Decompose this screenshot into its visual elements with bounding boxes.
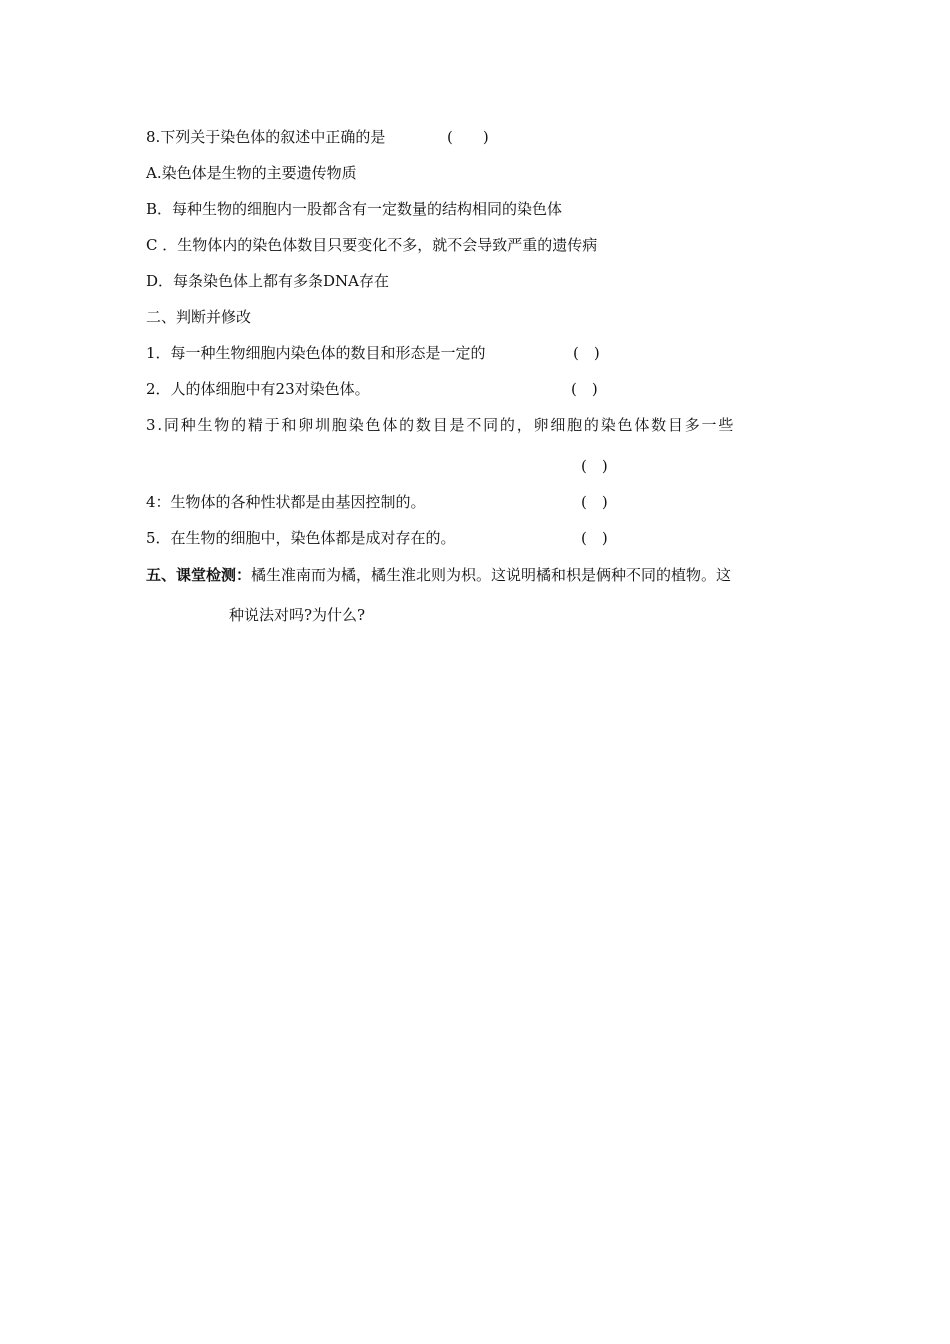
judge-item-3-paren: ( ) [581,457,608,475]
section-five-text-1: 橘生准南而为橘，橘生淮北则为枳。这说明橘和枳是俩种不同的植物。这 [251,566,732,584]
judge-item-3: 3.同种生物的精于和卵圳胞染色体的数目是不同的，卵细胞的染色体数目多一些 [146,416,736,434]
judge-item-5-paren: ( ) [581,529,608,547]
question-8-option-a: A.染色体是生物的主要遗传物质 [146,164,357,182]
judge-item-4: 4：生物体的各种性状都是由基因控制的。 [146,493,426,511]
question-8-option-c: C ．生物体内的染色体数目只要变化不多，就不会导致严重的遗传病 [146,236,598,254]
section-five-line-1 [146,565,731,585]
question-8-answer-paren: ( ) [447,128,489,146]
judge-item-2: 2．人的体细胞中有23对染色体。 [146,380,370,398]
judge-item-2-paren: ( ) [571,380,598,398]
section-five-text-2: 种说法对吗?为什么? [229,606,366,624]
question-8-stem: 8.下列关于染色体的叙述中正确的是 [146,128,386,146]
section-five-label: 五、课堂检测： [146,566,252,584]
section-two-heading: 二、判断并修改 [146,308,252,326]
judge-item-5: 5．在生物的细胞中，染色体都是成对存在的。 [146,529,456,547]
judge-item-4-paren: ( ) [581,493,608,511]
judge-item-1-paren: ( ) [573,344,600,362]
question-8-option-b: B．每种生物的细胞内一股都含有一定数量的结构相同的染色体 [146,200,563,218]
question-8-option-d: D．每条染色体上都有多条DNA存在 [146,272,390,290]
judge-item-1: 1．每一种生物细胞内染色体的数目和形态是一定的 [146,344,486,362]
